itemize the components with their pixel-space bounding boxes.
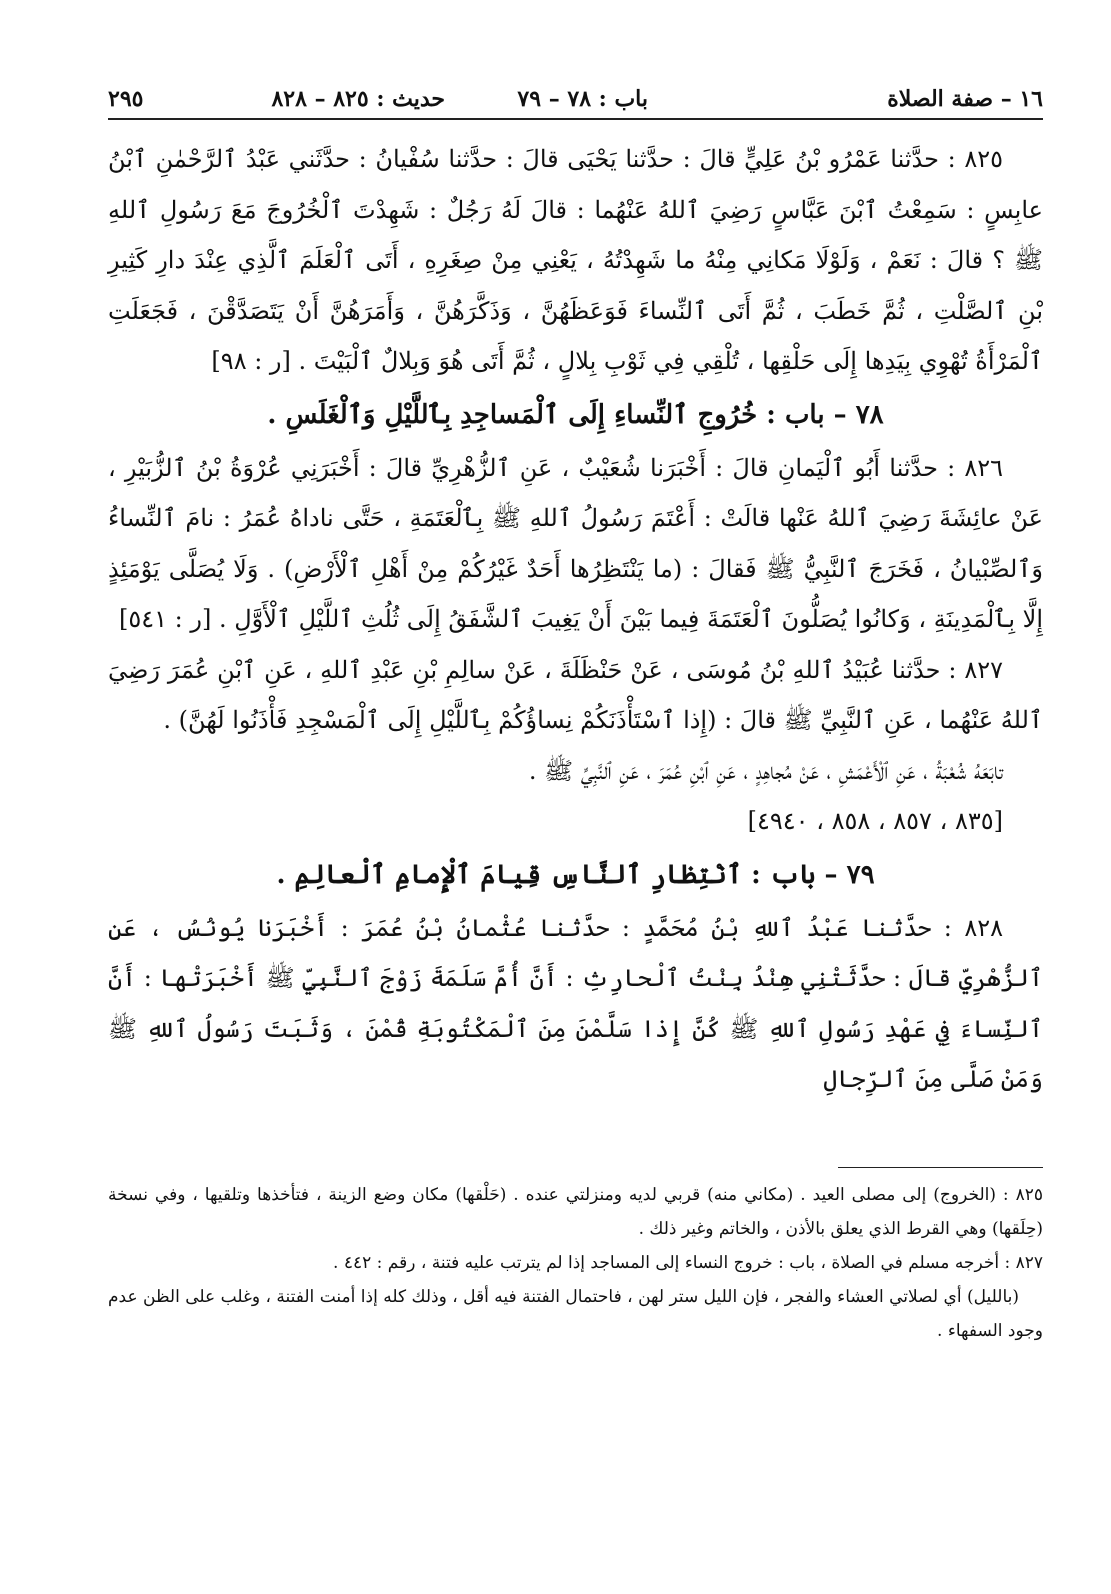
bab-78-label: ٧٨ – باب : [766, 399, 884, 430]
footnotes [108, 1178, 1043, 1348]
bab-79-title: ٱنْتِظارِ ٱلنَّاسِ قِيامَ ٱلْإِمامِ ٱلْعالِمِ . [276, 859, 743, 890]
hadith-827-text: ٨٢٧ : حدَّثنا عُبَيْدُ ٱللهِ بْنُ مُوسَى ، عَنْ حَنْظَلَةَ ، عَنْ سالِمِ بْنِ عَبْدِ ٱللهِ ، عَنِ ٱبْنِ عُمَرَ رَضِيَ ٱللهُ عَنْهُما ، عَنِ ٱلنَّبِيِّ ﷺ قالَ : (إِذا ٱسْتَأْذَنَكُمْ نِساؤُكُمْ بِٱللَّيْلِ إِلَى ٱلْمَسْجِدِ فَأْذَنُوا لَهُنَّ) . [108, 655, 1043, 734]
hadith-827-ref [108, 796, 1043, 847]
footnote-827-continued: (بالليل) أي لصلاتي العشاء والفجر ، فإن الليل ستر لهن ، فاحتمال الفتنة فيه أقل ، وذلك كله إذا أمنت الفتنة ، وغلب على الظن عدم وجود السفهاء . [108, 1286, 1043, 1341]
hadith-826-ref: [ر : ٥٤١] [118, 605, 212, 633]
bab-78-heading [108, 387, 1043, 443]
bab-79-heading [108, 847, 1043, 903]
hadith-828 [108, 903, 1043, 1105]
page-number: ٢٩٥ [108, 86, 144, 112]
hadith-range: حديث : ٨٢٥ – ٨٢٨ [271, 86, 445, 112]
hadith-827 [108, 645, 1043, 746]
hadith-825-text: ٨٢٥ : حدَّثنا عَمْرُو بْنُ عَلِيٍّ قالَ : حدَّثنا يَحْيَى قالَ : حدَّثنا سُفْيانُ : حدَّثَني عَبْدُ ٱلرَّحْمٰنِ ٱبْنُ عابِسٍ : سَمِعْتُ ٱبْنَ عَبَّاسٍ رَضِيَ ٱللهُ عَنْهُما : قالَ لَهُ رَجُلٌ : شَهِدْتَ ٱلْخُرُوجَ مَعَ رَسُولِ ٱللهِ ﷺ ؟ قالَ : نَعَمْ ، وَلَوْلَا مَكانِي مِنْهُ ما شَهِدْتُهُ ، يَعْنِي مِنْ صِغَرِهِ ، أَتَى ٱلْعَلَمَ ٱلَّذِي عِنْدَ دارِ كَثِيرِ بْنِ ٱلصَّلْتِ ، ثُمَّ خَطَبَ ، ثُمَّ أَتَى ٱلنِّساءَ فَوَعَظَهُنَّ ، وَذَكَّرَهُنَّ ، وَأَمَرَهُنَّ أَنْ يَتَصَدَّقْنَ ، فَجَعَلَتِ ٱلْمَرْأَةُ تُهْوِي بِيَدِها إِلَى حَلْقِها ، تُلْقِي فِي ثَوْبِ بِلالٍ ، ثُمَّ أَتَى هُوَ وَبِلالٌ ٱلْبَيْتَ . [108, 145, 1043, 375]
bab-78-title: خُرُوجِ ٱلنِّساءِ إِلَى ٱلْمَساجِدِ بِٱللَّيْلِ وَٱلْغَلَسِ . [267, 399, 758, 430]
hadith-826-text: ٨٢٦ : حدَّثنا أَبُو ٱلْيَمانِ قالَ : أَخْبَرَنا شُعَيْبٌ ، عَنِ ٱلزُّهْرِيِّ قالَ : أَخْبَرَنِي عُرْوَةُ بْنُ ٱلزُّبَيْرِ ، عَنْ عائِشَةَ رَضِيَ ٱللهُ عَنْها قالَتْ : أَعْتَمَ رَسُولُ ٱللهِ ﷺ بِٱلْعَتَمَةِ ، حَتَّى ناداهُ عُمَرُ : نامَ ٱلنِّساءُ وَٱلصِّبْيانُ ، فَخَرَجَ ٱلنَّبِيُّ ﷺ فَقالَ : (ما يَنْتَظِرُها أَحَدٌ غَيْرُكُمْ مِنْ أَهْلِ ٱلْأَرْضِ) . وَلَا يُصَلَّى يَوْمَئِذٍ إِلَّا بِٱلْمَدِينَةِ ، وَكانُوا يُصَلُّونَ ٱلْعَتَمَةَ فِيما بَيْنَ أَنْ يَغِيبَ ٱلشَّفَقُ إِلَى ثُلُثِ ٱللَّيْلِ ٱلْأَوَّلِ . [108, 453, 1043, 633]
footnote-827: ٨٢٧ : أخرجه مسلم في الصلاة ، باب : خروج النساء إلى المساجد إذا لم يترتب عليه فتنة ، رقم : ٤٤٢ . [333, 1252, 1043, 1273]
hadith-827-ref-text: [٨٣٥ ، ٨٥٧ ، ٨٥٨ ، ٤٩٤٠] [747, 807, 1003, 835]
hadith-825 [108, 134, 1043, 387]
hadith-826 [108, 443, 1043, 645]
footnote-825: ٨٢٥ : (الخروج) إلى مصلى العيد . (مكاني منه) قربي لديه ومنزلتي عنده . (حَلْقها) مكان وضع الزينة ، فتأخذها وتلقيها ، وفي نسخة (حِلَقها) وهي القرط الذي يعلق بالأذن ، والخاتم وغير ذلك . [108, 1184, 1043, 1239]
main-text [108, 134, 1043, 1105]
footnote-divider [838, 1167, 1043, 1168]
hadith-828-text: ٨٢٨ : حدَّثنا عَبْدُ ٱللهِ بْنُ مُحَمَّدٍ : حدَّثنا عُثْمانُ بْنُ عُمَرَ : أَخْبَرَنا يُونُسُ ، عَنِ ٱلزُّهْرِيِّ قالَ : حدَّثَتْنِي هِنْدُ بِنْتُ ٱلْحارِثِ : أَنَّ أُمَّ سَلَمَةَ زَوْجَ ٱلنَّبِيِّ ﷺ أَخْبَرَتْها : أَنَّ ٱلنِّساءَ فِي عَهْدِ رَسُولِ ٱللهِ ﷺ كُنَّ إِذا سَلَّمْنَ مِنَ ٱلْمَكْتُوبَةِ قُمْنَ ، وَثَبَتَ رَسُولُ ٱللهِ ﷺ وَمَنْ صَلَّى مِنَ ٱلرِّجالِ [108, 913, 1043, 1093]
running-header [108, 78, 1043, 120]
bab-79-label: ٧٩ – باب : [751, 859, 875, 890]
bab-range: باب : ٧٨ – ٧٩ [517, 86, 648, 112]
chapter-title: ١٦ – صفة الصلاة [887, 86, 1043, 112]
hadith-825-ref: [ر : ٩٨] [211, 347, 291, 375]
hadith-827-tabaahu: تابَعَهُ شُعْبَةُ ، عَنِ ٱلْأَعْمَشِ ، عَنْ مُجاهِدٍ ، عَنِ ٱبْنِ عُمَرَ ، عَنِ ٱلنَّبِيِّ ﷺ . [528, 756, 1003, 785]
